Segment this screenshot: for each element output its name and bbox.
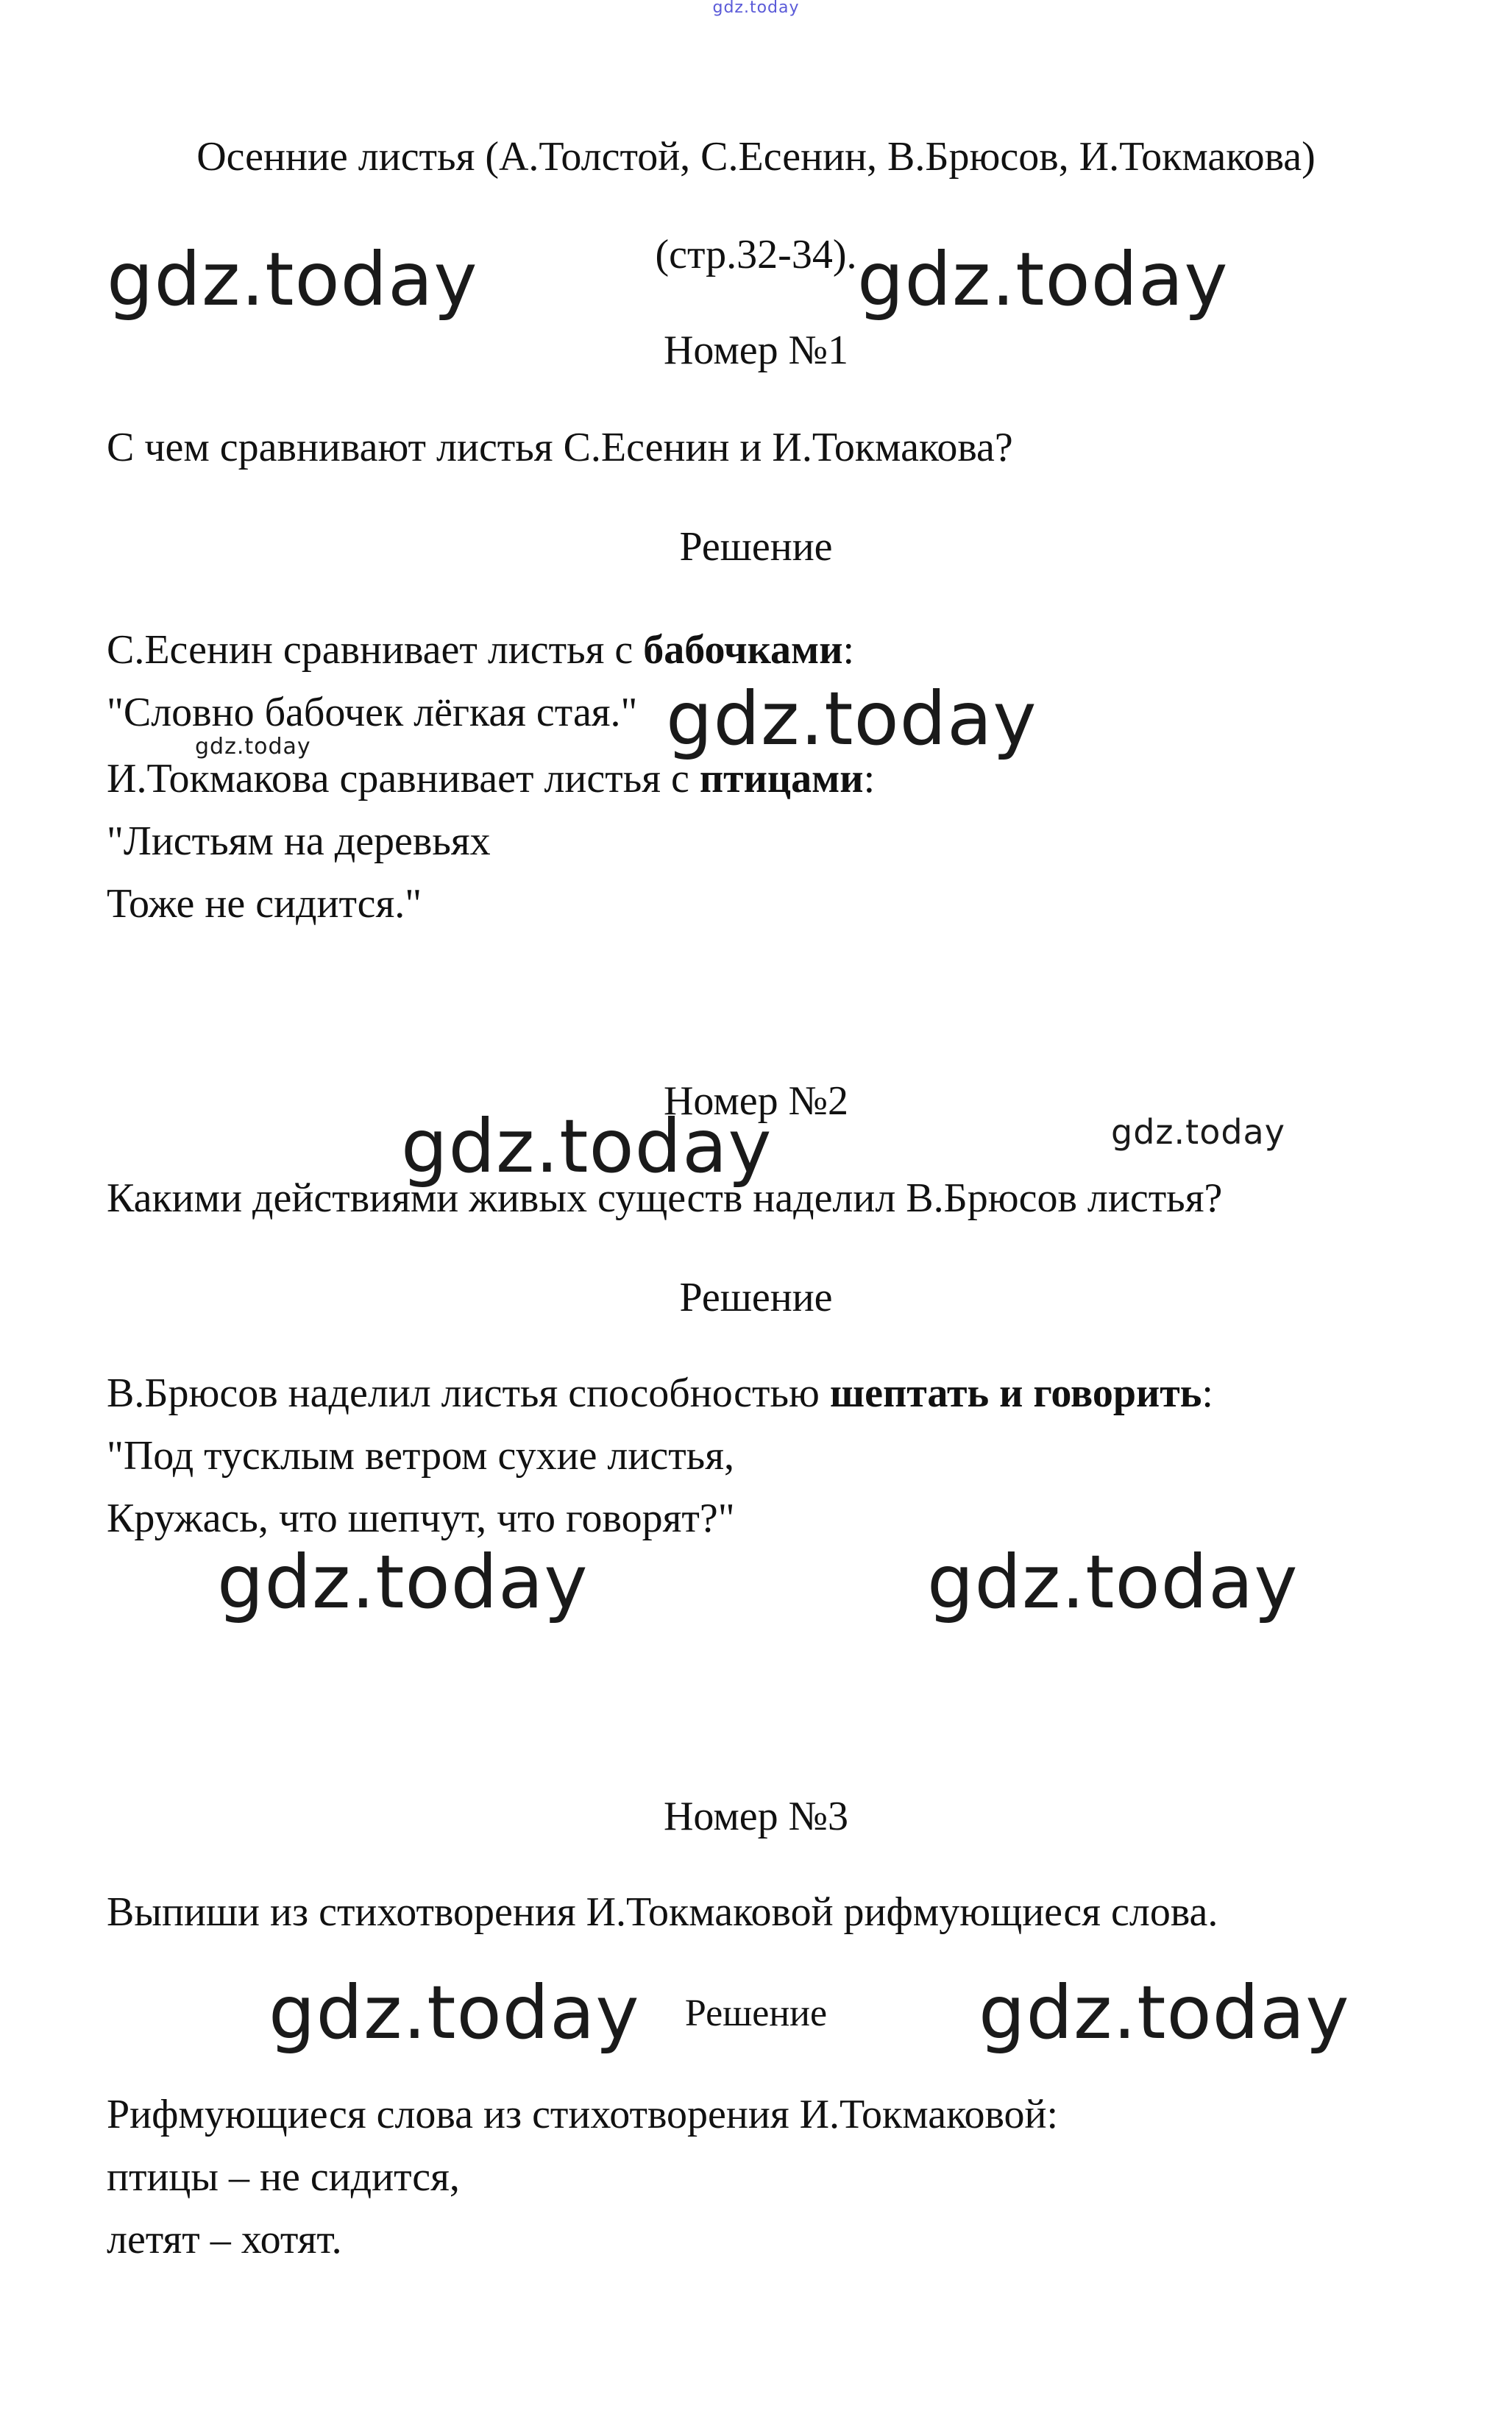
watermark: gdz.today: [857, 236, 1229, 322]
watermark: gdz.today: [979, 1970, 1350, 2056]
watermark: gdz.today: [1111, 1112, 1285, 1152]
page-title: Осенние листья (А.Толстой, С.Есенин, В.Брюсов, И.Токмакова): [196, 134, 1316, 180]
task-3-number: Номер №3: [663, 1794, 849, 1839]
watermark: gdz.today: [401, 1103, 773, 1189]
task-1-number: Номер №1: [663, 328, 849, 373]
task-1-question: С чем сравнивают листья С.Есенин и И.Токмакова?: [107, 425, 1013, 470]
watermark-top: gdz.today: [712, 0, 800, 17]
task-2-answer-line-3: Кружась, что шепчут, что говорят?": [107, 1496, 735, 1541]
task-3-answer-line-1: Рифмующиеся слова из стихотворения И.Токмаковой:: [107, 2092, 1059, 2137]
task-1-answer-line-1: С.Есенин сравнивает листья с бабочками:: [107, 627, 855, 673]
watermark: gdz.today: [269, 1970, 640, 2056]
task-1-answer-line-2: "Словно бабочек лёгкая стая.": [107, 690, 638, 735]
task-2-answer-line-1: В.Брюсов наделил листья способностью шептать и говорить:: [107, 1370, 1213, 1416]
task-3-question: Выпиши из стихотворения И.Токмаковой рифмующиеся слова.: [107, 1889, 1218, 1935]
task-1-answer-line-5: Тоже не сидится.": [107, 881, 422, 927]
page-range: (стр.32-34).: [655, 232, 857, 277]
task-3-solution-label: Решение: [684, 1992, 828, 2034]
watermark: gdz.today: [217, 1539, 589, 1625]
task-1-answer-line-4: "Листьям на деревьях: [107, 818, 491, 864]
task-3-answer-line-2: птицы – не сидится,: [107, 2154, 460, 2200]
task-2-question: Какими действиями живых существ наделил В.Брюсов листья?: [107, 1175, 1223, 1221]
watermark: gdz.today: [666, 676, 1037, 762]
watermark: gdz.today: [107, 236, 478, 322]
watermark: gdz.today: [195, 734, 311, 760]
task-3-answer-line-3: летят – хотят.: [107, 2217, 342, 2262]
task-1-answer-line-3: И.Токмакова сравнивает листья с птицами:: [107, 756, 876, 801]
watermark: gdz.today: [927, 1539, 1299, 1625]
task-2-solution-label: Решение: [679, 1275, 833, 1320]
task-1-solution-label: Решение: [679, 524, 833, 570]
task-2-answer-line-2: "Под тусклым ветром сухие листья,: [107, 1433, 734, 1479]
task-2-number: Номер №2: [663, 1078, 849, 1124]
